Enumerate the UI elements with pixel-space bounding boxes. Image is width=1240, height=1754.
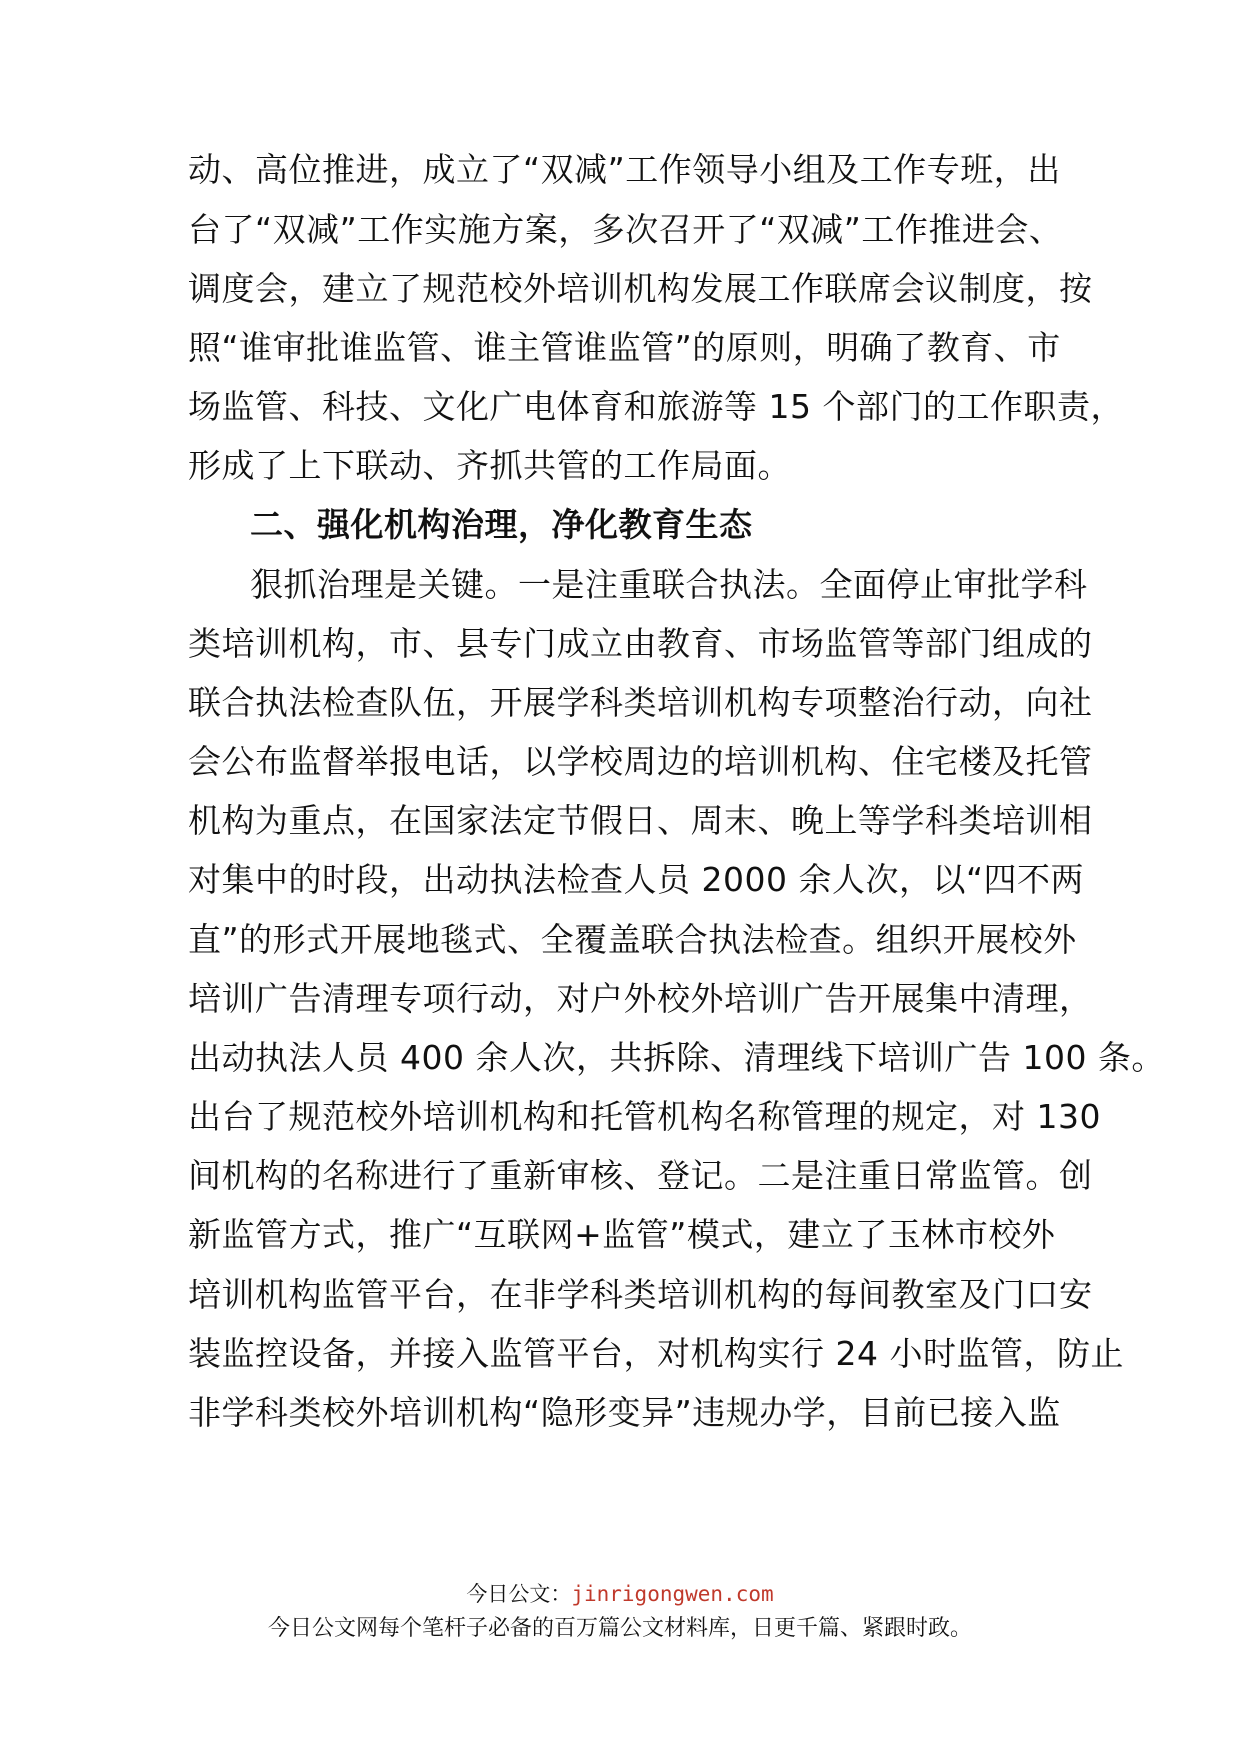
body-line: 机构为重点，在国家法定节假日、周末、晚上等学科类培训相 [188, 801, 1093, 840]
body-line: 对集中的时段，出动执法检查人员 2000 余人次，以“四不两 [188, 860, 1085, 899]
body-line: 培训广告清理专项行动，对户外校外培训广告开展集中清理， [188, 979, 1093, 1018]
footer-site-link[interactable]: jinrigongwen.com [571, 1582, 774, 1606]
body-line: 会公布监督举报电话，以学校周边的培训机构、住宅楼及托管 [188, 742, 1093, 781]
body-line: 动、高位推进，成立了“双减”工作领导小组及工作专班，出 [188, 150, 1061, 189]
footer-site [0, 1580, 1240, 1608]
body-line: 场监管、科技、文化广电体育和旅游等 15 个部门的工作职责， [188, 387, 1124, 426]
body-line: 狠抓治理是关键。一是注重联合执法。全面停止审批学科 [250, 565, 1088, 604]
body-line: 联合执法检查队伍，开展学科类培训机构专项整治行动，向社 [188, 683, 1093, 722]
body-line: 非学科类校外培训机构“隐形变异”违规办学，目前已接入监 [188, 1393, 1061, 1432]
body-line: 新监管方式，推广“互联网+监管”模式，建立了玉林市校外 [188, 1215, 1056, 1254]
body-line: 台了“双减”工作实施方案，多次召开了“双减”工作推进会、 [188, 210, 1063, 249]
body-line: 培训机构监管平台，在非学科类培训机构的每间教室及门口安 [188, 1275, 1093, 1314]
body-line: 形成了上下联动、齐抓共管的工作局面。 [188, 446, 791, 485]
body-line: 间机构的名称进行了重新审核、登记。二是注重日常监管。创 [188, 1156, 1093, 1195]
body-line: 照“谁审批谁监管、谁主管谁监管”的原则，明确了教育、市 [188, 328, 1061, 367]
body-line: 类培训机构，市、县专门成立由教育、市场监管等部门组成的 [188, 624, 1093, 663]
footer-site-label: 今日公文： [466, 1582, 572, 1606]
body-line: 调度会，建立了规范校外培训机构发展工作联席会议制度，按 [188, 269, 1093, 308]
footer-slogan: 今日公文网每个笔杆子必备的百万篇公文材料库，日更千篇、紧跟时政。 [267, 1616, 972, 1641]
body-line: 出动执法人员 400 余人次，共拆除、清理线下培训广告 100 条。 [188, 1038, 1165, 1077]
body-line: 出台了规范校外培训机构和托管机构名称管理的规定，对 130 [188, 1097, 1101, 1136]
body-line: 直”的形式开展地毯式、全覆盖联合执法检查。组织开展校外 [188, 920, 1077, 959]
body-line: 装监控设备，并接入监管平台，对机构实行 24 小时监管，防止 [188, 1334, 1124, 1373]
section-heading: 二、强化机构治理，净化教育生态 [250, 505, 753, 544]
